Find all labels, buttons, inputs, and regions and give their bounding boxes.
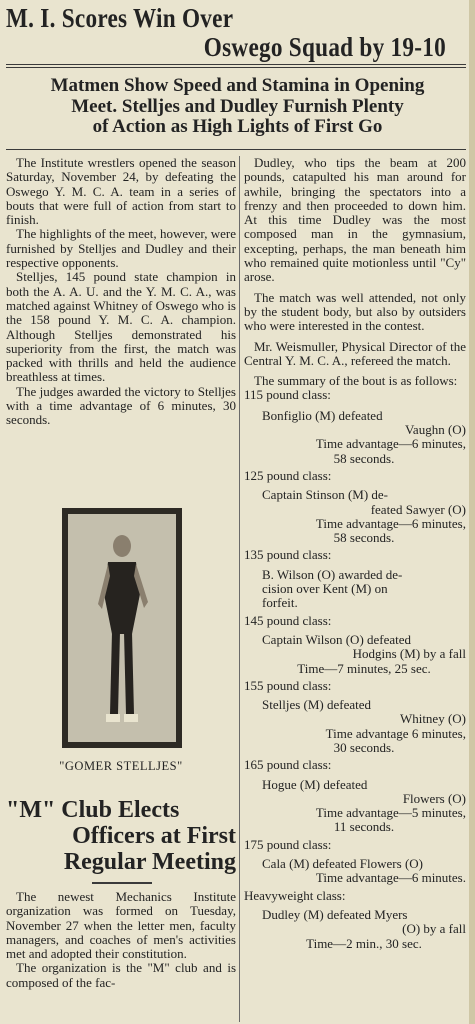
- page-edge: [469, 0, 475, 1024]
- bout-line: cision over Kent (M) on: [262, 581, 388, 597]
- article-paragraph: The match was well attended, not only by the student body, but also by outsiders who were interested in the contest.: [244, 289, 466, 334]
- bout-result: [244, 483, 466, 545]
- bout-line: Whitney (O): [399, 711, 466, 727]
- weight-class-label: 165 pound class:: [244, 757, 332, 773]
- headline-rule-top: [6, 64, 466, 65]
- bout-result: [244, 852, 466, 886]
- bout-line: (O) by a fall: [402, 921, 466, 937]
- bout-line: Cala (M) defeated Flowers (O): [262, 856, 423, 872]
- club-headline-line-3: Regular Meeting: [63, 849, 236, 875]
- bout-line: Stelljes (M) defeated: [262, 697, 372, 713]
- bout-line: Time—7 minutes, 25 sec.: [297, 660, 431, 676]
- bout-line: 58 seconds.: [333, 530, 395, 546]
- club-article: [6, 890, 236, 990]
- bout-line: feated Sawyer (O): [370, 501, 466, 517]
- bout-line: Time—2 min., 30 sec.: [306, 935, 422, 951]
- bout-result: [244, 563, 466, 611]
- club-headline-line-2: Officers at First: [72, 823, 236, 849]
- column-divider: [239, 156, 240, 1022]
- article-right-column: [244, 156, 466, 954]
- bout-line: 30 seconds.: [333, 739, 395, 755]
- club-headline-rule: [92, 882, 152, 884]
- headline-line-1: M. I. Scores Win Over: [6, 3, 234, 33]
- bout-line: Flowers (O): [402, 790, 466, 806]
- bout-line: B. Wilson (O) awarded de-: [262, 566, 403, 582]
- bout-line: Bonfiglio (M) defeated: [262, 407, 383, 423]
- subheadline-line-3: of Action as High Lights of First Go: [92, 116, 383, 137]
- article-paragraph: Dudley, who tips the beam at 200 pounds, catapulted his man around for awhile, bringing the spectators into a frenzy and then proceeded to down him. At this time Dudley was the most composed man in the gymnasium, excepting, perhaps, the man beneath him who remained quite motionless until "Cy" arose.: [244, 155, 466, 285]
- subheadline: [0, 76, 475, 138]
- bout-line: forfeit.: [262, 595, 298, 611]
- bout-line: Time advantage—6 minutes.: [315, 870, 466, 886]
- headline: [6, 3, 446, 62]
- club-paragraph: The organization is the "M" club and is composed of the fac-: [6, 960, 236, 990]
- bout-line: Vaughn (O): [404, 422, 466, 438]
- subheadline-line-2: Meet. Stelljes and Dudley Furnish Plenty: [71, 95, 404, 117]
- bout-result: [244, 903, 466, 951]
- subheadline-line-1: Matmen Show Speed and Stamina in Opening: [50, 75, 425, 96]
- club-headline: [6, 797, 236, 875]
- weight-class-label: 125 pound class:: [244, 467, 332, 483]
- article-paragraph: Mr. Weismuller, Physical Director of the Central Y. M. C. A., refereed the match.: [244, 338, 466, 368]
- bout-line: Captain Stinson (M) de-: [262, 487, 389, 503]
- wrestler-photo: [62, 508, 182, 748]
- bout-result: [244, 403, 466, 466]
- bout-line: Hodgins (M) by a fall: [352, 646, 466, 662]
- bout-result: [244, 773, 466, 835]
- bout-line: 58 seconds.: [333, 450, 395, 466]
- article-paragraph: Stelljes, 145 pound state champion in both the A. A. U. and the Y. M. C. A., was matched against Whitney of Oswego who is the 158 pound Y. M. C. A. champion. Although Stelljes demonstrated his superiority from the first, the match was packed with thrills and held the audience breathless at times.: [6, 269, 236, 385]
- bout-result: [244, 693, 466, 755]
- article-paragraph: The summary of the bout is as follows:: [254, 373, 458, 389]
- headline-line-2: Oswego Squad by 19-10: [203, 32, 446, 62]
- weight-class-label: 175 pound class:: [244, 836, 332, 852]
- bout-result: [244, 628, 466, 676]
- bout-line: Time advantage—5 minutes,: [315, 805, 466, 821]
- photo-caption: "GOMER STELLJES": [59, 759, 183, 773]
- bout-line: Captain Wilson (O) defeated: [262, 631, 412, 647]
- weight-class-label: Heavyweight class:: [244, 887, 346, 903]
- wrestler-photo-image: [68, 514, 176, 742]
- weight-class-label: 145 pound class:: [244, 612, 332, 628]
- weight-class-label: 135 pound class:: [244, 547, 332, 563]
- headline-rule-bottom: [6, 67, 466, 68]
- article-paragraph: The highlights of the meet, however, were furnished by Stelljes and Dudley and their respective opponents.: [6, 226, 236, 271]
- bout-line: Time advantage 6 minutes,: [325, 725, 466, 741]
- weight-class-label: 155 pound class:: [244, 677, 332, 693]
- weight-class-label: 115 pound class:: [244, 387, 331, 403]
- article-paragraph: The Institute wrestlers opened the season Saturday, November 24, by defeating the Oswego Y. M. C. A. team in a series of bouts that were full of action from start to finish.: [6, 155, 236, 228]
- club-paragraph: The newest Mechanics Institute organization was formed on Tuesday, November 27 when the letter men, faculty managers, and coaches of men's activities met and adopted their constitution.: [6, 889, 236, 962]
- bout-line: Time advantage—6 minutes,: [315, 436, 466, 452]
- wrestler-figure-illustration: [68, 514, 176, 742]
- bout-line: Hogue (M) defeated: [262, 776, 368, 792]
- article-paragraph: The judges awarded the victory to Stelljes with a time advantage of 6 minutes, 30 seconds.: [6, 383, 236, 428]
- bout-line: Time advantage—6 minutes,: [315, 515, 466, 531]
- subheadline-rule: [6, 149, 466, 150]
- bout-line: Dudley (M) defeated Myers: [262, 906, 408, 922]
- club-headline-line-1: "M" Club Elects: [6, 797, 180, 823]
- bout-line: 11 seconds.: [333, 819, 395, 835]
- article-left-column: [6, 156, 236, 428]
